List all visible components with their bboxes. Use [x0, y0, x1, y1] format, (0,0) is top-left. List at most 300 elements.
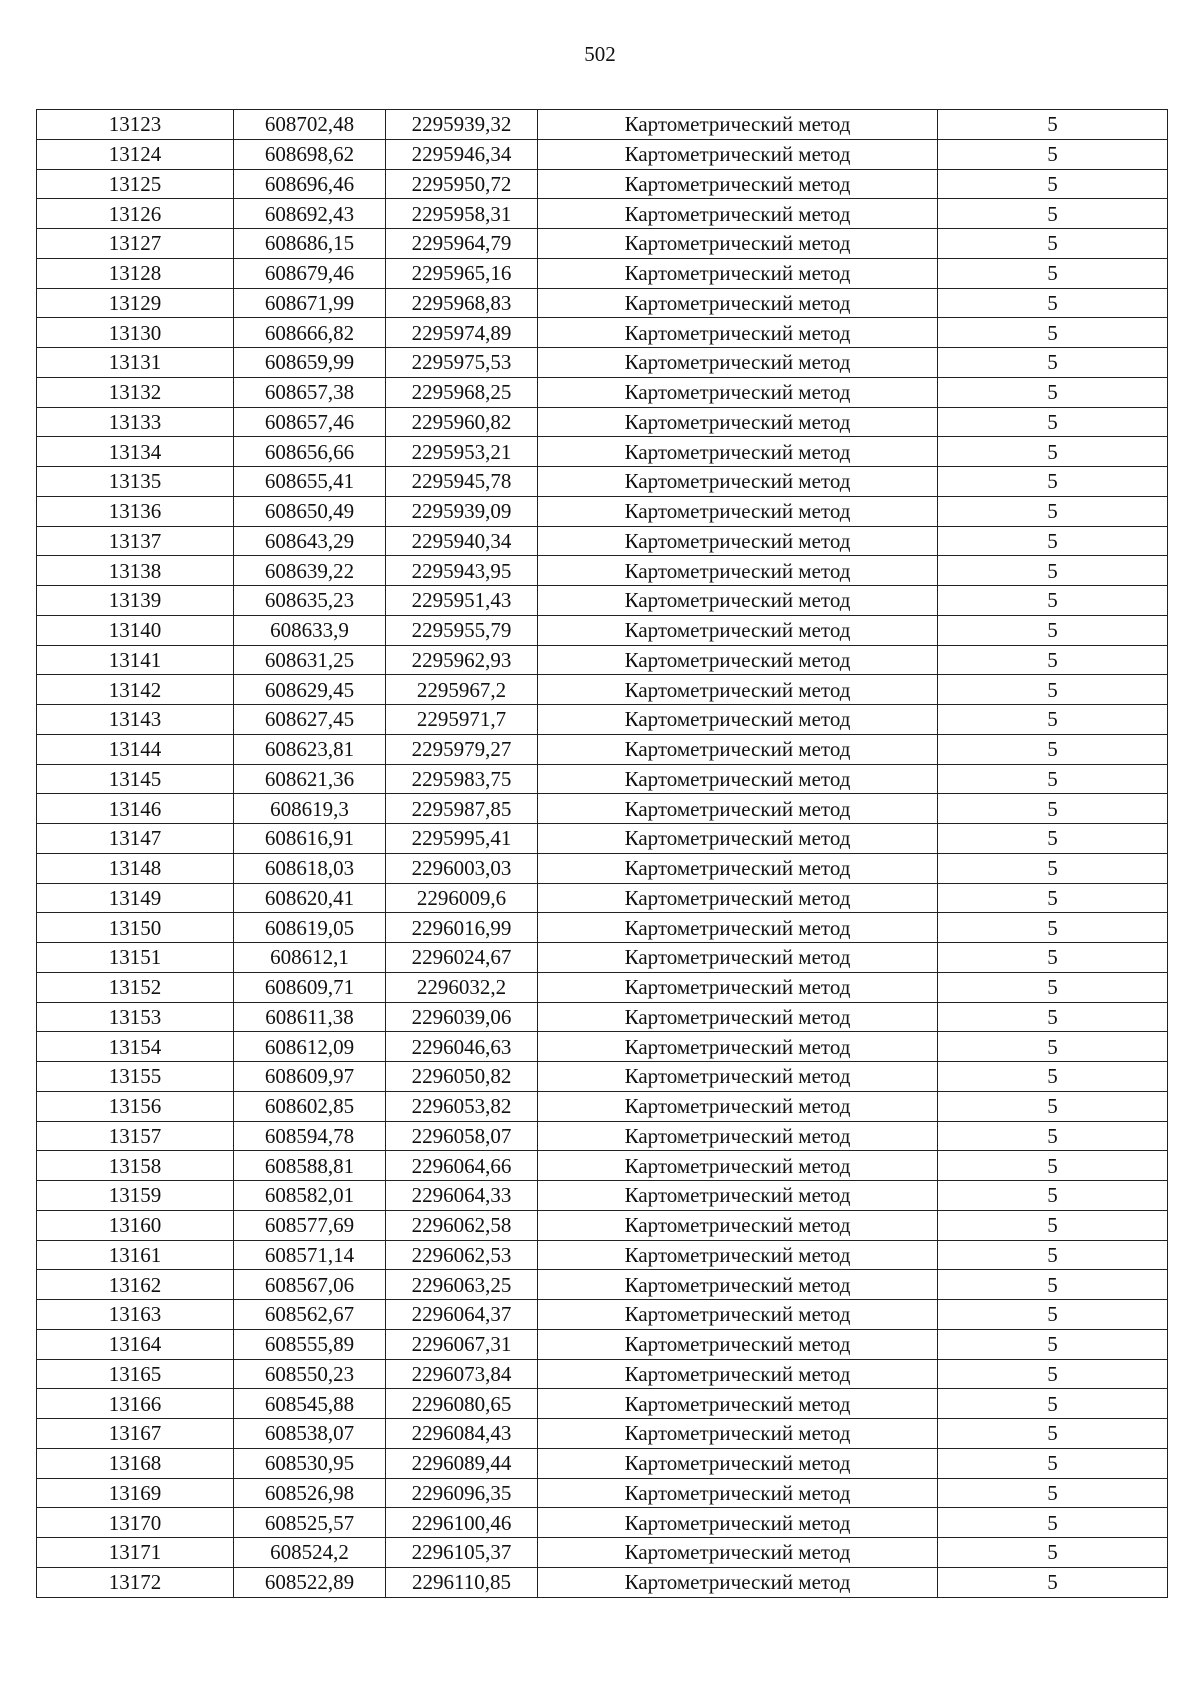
accuracy-cell: 5: [938, 705, 1168, 735]
y-coordinate-cell: 2295983,75: [386, 764, 538, 794]
x-coordinate-cell: 608530,95: [234, 1448, 386, 1478]
table-row: [37, 1181, 1168, 1211]
y-coordinate-cell: 2295971,7: [386, 705, 538, 735]
point-number-cell: 13142: [37, 675, 234, 705]
method-cell: Картометрический метод: [538, 1448, 938, 1478]
accuracy-cell: 5: [938, 794, 1168, 824]
method-cell: Картометрический метод: [538, 1270, 938, 1300]
table-row: [37, 348, 1168, 378]
y-coordinate-cell: 2295995,41: [386, 824, 538, 854]
x-coordinate-cell: 608655,41: [234, 467, 386, 497]
accuracy-cell: 5: [938, 615, 1168, 645]
accuracy-cell: 5: [938, 1181, 1168, 1211]
accuracy-cell: 5: [938, 407, 1168, 437]
y-coordinate-cell: 2295965,16: [386, 258, 538, 288]
x-coordinate-cell: 608567,06: [234, 1270, 386, 1300]
y-coordinate-cell: 2296064,37: [386, 1300, 538, 1330]
x-coordinate-cell: 608657,46: [234, 407, 386, 437]
x-coordinate-cell: 608609,71: [234, 972, 386, 1002]
x-coordinate-cell: 608620,41: [234, 883, 386, 913]
accuracy-cell: 5: [938, 734, 1168, 764]
table-row: [37, 764, 1168, 794]
point-number-cell: 13140: [37, 615, 234, 645]
x-coordinate-cell: 608538,07: [234, 1419, 386, 1449]
accuracy-cell: 5: [938, 526, 1168, 556]
y-coordinate-cell: 2296050,82: [386, 1062, 538, 1092]
accuracy-cell: 5: [938, 764, 1168, 794]
accuracy-cell: 5: [938, 556, 1168, 586]
accuracy-cell: 5: [938, 913, 1168, 943]
method-cell: Картометрический метод: [538, 437, 938, 467]
accuracy-cell: 5: [938, 972, 1168, 1002]
y-coordinate-cell: 2296062,53: [386, 1240, 538, 1270]
method-cell: Картометрический метод: [538, 794, 938, 824]
accuracy-cell: 5: [938, 437, 1168, 467]
point-number-cell: 13158: [37, 1151, 234, 1181]
x-coordinate-cell: 608633,9: [234, 615, 386, 645]
table-row: [37, 467, 1168, 497]
y-coordinate-cell: 2296062,58: [386, 1210, 538, 1240]
point-number-cell: 13145: [37, 764, 234, 794]
method-cell: Картометрический метод: [538, 1240, 938, 1270]
accuracy-cell: 5: [938, 1448, 1168, 1478]
table-row: [37, 1567, 1168, 1597]
y-coordinate-cell: 2295939,09: [386, 496, 538, 526]
x-coordinate-cell: 608609,97: [234, 1062, 386, 1092]
accuracy-cell: 5: [938, 1567, 1168, 1597]
method-cell: Картометрический метод: [538, 1002, 938, 1032]
y-coordinate-cell: 2296063,25: [386, 1270, 538, 1300]
x-coordinate-cell: 608686,15: [234, 229, 386, 259]
method-cell: Картометрический метод: [538, 496, 938, 526]
point-number-cell: 13167: [37, 1419, 234, 1449]
table-row: [37, 1240, 1168, 1270]
point-number-cell: 13131: [37, 348, 234, 378]
y-coordinate-cell: 2295960,82: [386, 407, 538, 437]
method-cell: Картометрический метод: [538, 1567, 938, 1597]
y-coordinate-cell: 2296053,82: [386, 1091, 538, 1121]
point-number-cell: 13129: [37, 288, 234, 318]
x-coordinate-cell: 608618,03: [234, 853, 386, 883]
method-cell: Картометрический метод: [538, 615, 938, 645]
y-coordinate-cell: 2295958,31: [386, 199, 538, 229]
x-coordinate-cell: 608666,82: [234, 318, 386, 348]
method-cell: Картометрический метод: [538, 1121, 938, 1151]
x-coordinate-cell: 608562,67: [234, 1300, 386, 1330]
table-row: [37, 110, 1168, 140]
accuracy-cell: 5: [938, 1329, 1168, 1359]
y-coordinate-cell: 2295987,85: [386, 794, 538, 824]
point-number-cell: 13165: [37, 1359, 234, 1389]
table-row: [37, 377, 1168, 407]
x-coordinate-cell: 608550,23: [234, 1359, 386, 1389]
accuracy-cell: 5: [938, 1091, 1168, 1121]
method-cell: Картометрический метод: [538, 556, 938, 586]
accuracy-cell: 5: [938, 318, 1168, 348]
table-row: [37, 1151, 1168, 1181]
table-row: [37, 705, 1168, 735]
point-number-cell: 13133: [37, 407, 234, 437]
point-number-cell: 13151: [37, 943, 234, 973]
table-row: [37, 288, 1168, 318]
method-cell: Картометрический метод: [538, 110, 938, 140]
x-coordinate-cell: 608659,99: [234, 348, 386, 378]
accuracy-cell: 5: [938, 139, 1168, 169]
method-cell: Картометрический метод: [538, 586, 938, 616]
x-coordinate-cell: 608619,05: [234, 913, 386, 943]
accuracy-cell: 5: [938, 853, 1168, 883]
accuracy-cell: 5: [938, 824, 1168, 854]
point-number-cell: 13126: [37, 199, 234, 229]
method-cell: Картометрический метод: [538, 853, 938, 883]
x-coordinate-cell: 608643,29: [234, 526, 386, 556]
table-row: [37, 913, 1168, 943]
method-cell: Картометрический метод: [538, 1300, 938, 1330]
x-coordinate-cell: 608650,49: [234, 496, 386, 526]
y-coordinate-cell: 2296016,99: [386, 913, 538, 943]
method-cell: Картометрический метод: [538, 318, 938, 348]
table-row: [37, 645, 1168, 675]
method-cell: Картометрический метод: [538, 883, 938, 913]
method-cell: Картометрический метод: [538, 1151, 938, 1181]
point-number-cell: 13172: [37, 1567, 234, 1597]
table-row: [37, 1210, 1168, 1240]
y-coordinate-cell: 2296064,33: [386, 1181, 538, 1211]
y-coordinate-cell: 2295968,83: [386, 288, 538, 318]
method-cell: Картометрический метод: [538, 377, 938, 407]
x-coordinate-cell: 608571,14: [234, 1240, 386, 1270]
table-row: [37, 1062, 1168, 1092]
x-coordinate-cell: 608623,81: [234, 734, 386, 764]
method-cell: Картометрический метод: [538, 824, 938, 854]
point-number-cell: 13170: [37, 1508, 234, 1538]
table-row: [37, 556, 1168, 586]
accuracy-cell: 5: [938, 1300, 1168, 1330]
table-row: [37, 1478, 1168, 1508]
accuracy-cell: 5: [938, 496, 1168, 526]
method-cell: Картометрический метод: [538, 407, 938, 437]
y-coordinate-cell: 2295953,21: [386, 437, 538, 467]
point-number-cell: 13156: [37, 1091, 234, 1121]
point-number-cell: 13148: [37, 853, 234, 883]
point-number-cell: 13157: [37, 1121, 234, 1151]
table-row: [37, 139, 1168, 169]
method-cell: Картометрический метод: [538, 913, 938, 943]
method-cell: Картометрический метод: [538, 1419, 938, 1449]
point-number-cell: 13155: [37, 1062, 234, 1092]
y-coordinate-cell: 2296096,35: [386, 1478, 538, 1508]
point-number-cell: 13153: [37, 1002, 234, 1032]
table-row: [37, 734, 1168, 764]
y-coordinate-cell: 2296084,43: [386, 1419, 538, 1449]
method-cell: Картометрический метод: [538, 764, 938, 794]
table-row: [37, 1419, 1168, 1449]
coordinates-table-body: [37, 110, 1168, 1598]
table-row: [37, 824, 1168, 854]
y-coordinate-cell: 2295946,34: [386, 139, 538, 169]
accuracy-cell: 5: [938, 199, 1168, 229]
y-coordinate-cell: 2296067,31: [386, 1329, 538, 1359]
x-coordinate-cell: 608692,43: [234, 199, 386, 229]
point-number-cell: 13166: [37, 1389, 234, 1419]
table-row: [37, 586, 1168, 616]
method-cell: Картометрический метод: [538, 199, 938, 229]
y-coordinate-cell: 2296080,65: [386, 1389, 538, 1419]
method-cell: Картометрический метод: [538, 1478, 938, 1508]
point-number-cell: 13123: [37, 110, 234, 140]
accuracy-cell: 5: [938, 1270, 1168, 1300]
y-coordinate-cell: 2296003,03: [386, 853, 538, 883]
x-coordinate-cell: 608612,1: [234, 943, 386, 973]
method-cell: Картометрический метод: [538, 1538, 938, 1568]
table-row: [37, 496, 1168, 526]
x-coordinate-cell: 608522,89: [234, 1567, 386, 1597]
accuracy-cell: 5: [938, 586, 1168, 616]
table-row: [37, 258, 1168, 288]
y-coordinate-cell: 2295964,79: [386, 229, 538, 259]
accuracy-cell: 5: [938, 675, 1168, 705]
method-cell: Картометрический метод: [538, 1062, 938, 1092]
x-coordinate-cell: 608629,45: [234, 675, 386, 705]
point-number-cell: 13163: [37, 1300, 234, 1330]
point-number-cell: 13134: [37, 437, 234, 467]
method-cell: Картометрический метод: [538, 734, 938, 764]
table-row: [37, 1448, 1168, 1478]
accuracy-cell: 5: [938, 1478, 1168, 1508]
x-coordinate-cell: 608545,88: [234, 1389, 386, 1419]
table-row: [37, 675, 1168, 705]
table-row: [37, 229, 1168, 259]
table-row: [37, 883, 1168, 913]
x-coordinate-cell: 608627,45: [234, 705, 386, 735]
x-coordinate-cell: 608594,78: [234, 1121, 386, 1151]
accuracy-cell: 5: [938, 1419, 1168, 1449]
table-row: [37, 437, 1168, 467]
table-row: [37, 1508, 1168, 1538]
table-row: [37, 1091, 1168, 1121]
y-coordinate-cell: 2295950,72: [386, 169, 538, 199]
x-coordinate-cell: 608616,91: [234, 824, 386, 854]
x-coordinate-cell: 608619,3: [234, 794, 386, 824]
y-coordinate-cell: 2296046,63: [386, 1032, 538, 1062]
point-number-cell: 13160: [37, 1210, 234, 1240]
y-coordinate-cell: 2295974,89: [386, 318, 538, 348]
point-number-cell: 13136: [37, 496, 234, 526]
method-cell: Картометрический метод: [538, 1329, 938, 1359]
table-row: [37, 526, 1168, 556]
point-number-cell: 13143: [37, 705, 234, 735]
x-coordinate-cell: 608582,01: [234, 1181, 386, 1211]
table-row: [37, 1270, 1168, 1300]
method-cell: Картометрический метод: [538, 229, 938, 259]
point-number-cell: 13164: [37, 1329, 234, 1359]
method-cell: Картометрический метод: [538, 526, 938, 556]
coordinates-table: [36, 109, 1168, 1598]
point-number-cell: 13168: [37, 1448, 234, 1478]
accuracy-cell: 5: [938, 943, 1168, 973]
table-row: [37, 407, 1168, 437]
accuracy-cell: 5: [938, 169, 1168, 199]
table-row: [37, 794, 1168, 824]
method-cell: Картометрический метод: [538, 943, 938, 973]
accuracy-cell: 5: [938, 467, 1168, 497]
table-row: [37, 853, 1168, 883]
point-number-cell: 13147: [37, 824, 234, 854]
accuracy-cell: 5: [938, 258, 1168, 288]
point-number-cell: 13125: [37, 169, 234, 199]
x-coordinate-cell: 608526,98: [234, 1478, 386, 1508]
method-cell: Картометрический метод: [538, 348, 938, 378]
y-coordinate-cell: 2296058,07: [386, 1121, 538, 1151]
point-number-cell: 13138: [37, 556, 234, 586]
accuracy-cell: 5: [938, 883, 1168, 913]
point-number-cell: 13141: [37, 645, 234, 675]
x-coordinate-cell: 608621,36: [234, 764, 386, 794]
accuracy-cell: 5: [938, 1210, 1168, 1240]
x-coordinate-cell: 608611,38: [234, 1002, 386, 1032]
point-number-cell: 13149: [37, 883, 234, 913]
y-coordinate-cell: 2295943,95: [386, 556, 538, 586]
method-cell: Картометрический метод: [538, 288, 938, 318]
y-coordinate-cell: 2296039,06: [386, 1002, 538, 1032]
accuracy-cell: 5: [938, 1508, 1168, 1538]
x-coordinate-cell: 608656,66: [234, 437, 386, 467]
accuracy-cell: 5: [938, 110, 1168, 140]
point-number-cell: 13171: [37, 1538, 234, 1568]
point-number-cell: 13152: [37, 972, 234, 1002]
y-coordinate-cell: 2295979,27: [386, 734, 538, 764]
table-row: [37, 1329, 1168, 1359]
point-number-cell: 13169: [37, 1478, 234, 1508]
method-cell: Картометрический метод: [538, 467, 938, 497]
accuracy-cell: 5: [938, 1032, 1168, 1062]
method-cell: Картометрический метод: [538, 1091, 938, 1121]
method-cell: Картометрический метод: [538, 1181, 938, 1211]
x-coordinate-cell: 608577,69: [234, 1210, 386, 1240]
y-coordinate-cell: 2295951,43: [386, 586, 538, 616]
y-coordinate-cell: 2296073,84: [386, 1359, 538, 1389]
point-number-cell: 13128: [37, 258, 234, 288]
accuracy-cell: 5: [938, 1062, 1168, 1092]
point-number-cell: 13135: [37, 467, 234, 497]
point-number-cell: 13150: [37, 913, 234, 943]
method-cell: Картометрический метод: [538, 705, 938, 735]
x-coordinate-cell: 608696,46: [234, 169, 386, 199]
point-number-cell: 13127: [37, 229, 234, 259]
x-coordinate-cell: 608635,23: [234, 586, 386, 616]
y-coordinate-cell: 2295945,78: [386, 467, 538, 497]
y-coordinate-cell: 2295962,93: [386, 645, 538, 675]
y-coordinate-cell: 2296064,66: [386, 1151, 538, 1181]
point-number-cell: 13139: [37, 586, 234, 616]
table-row: [37, 615, 1168, 645]
table-row: [37, 1300, 1168, 1330]
table-row: [37, 972, 1168, 1002]
x-coordinate-cell: 608702,48: [234, 110, 386, 140]
x-coordinate-cell: 608602,85: [234, 1091, 386, 1121]
method-cell: Картометрический метод: [538, 1032, 938, 1062]
point-number-cell: 13130: [37, 318, 234, 348]
y-coordinate-cell: 2295940,34: [386, 526, 538, 556]
y-coordinate-cell: 2296032,2: [386, 972, 538, 1002]
table-row: [37, 1389, 1168, 1419]
x-coordinate-cell: 608639,22: [234, 556, 386, 586]
y-coordinate-cell: 2295975,53: [386, 348, 538, 378]
table-row: [37, 1359, 1168, 1389]
accuracy-cell: 5: [938, 1002, 1168, 1032]
y-coordinate-cell: 2295939,32: [386, 110, 538, 140]
method-cell: Картометрический метод: [538, 675, 938, 705]
table-row: [37, 1121, 1168, 1151]
table-row: [37, 199, 1168, 229]
accuracy-cell: 5: [938, 1359, 1168, 1389]
accuracy-cell: 5: [938, 348, 1168, 378]
y-coordinate-cell: 2295968,25: [386, 377, 538, 407]
accuracy-cell: 5: [938, 229, 1168, 259]
method-cell: Картометрический метод: [538, 972, 938, 1002]
method-cell: Картометрический метод: [538, 1508, 938, 1538]
x-coordinate-cell: 608612,09: [234, 1032, 386, 1062]
accuracy-cell: 5: [938, 1389, 1168, 1419]
point-number-cell: 13146: [37, 794, 234, 824]
table-row: [37, 1032, 1168, 1062]
y-coordinate-cell: 2296089,44: [386, 1448, 538, 1478]
x-coordinate-cell: 608631,25: [234, 645, 386, 675]
y-coordinate-cell: 2296009,6: [386, 883, 538, 913]
method-cell: Картометрический метод: [538, 1210, 938, 1240]
point-number-cell: 13137: [37, 526, 234, 556]
page-number: 502: [584, 42, 616, 66]
y-coordinate-cell: 2295955,79: [386, 615, 538, 645]
point-number-cell: 13159: [37, 1181, 234, 1211]
table-row: [37, 943, 1168, 973]
accuracy-cell: 5: [938, 1240, 1168, 1270]
point-number-cell: 13161: [37, 1240, 234, 1270]
accuracy-cell: 5: [938, 1538, 1168, 1568]
y-coordinate-cell: 2296110,85: [386, 1567, 538, 1597]
method-cell: Картометрический метод: [538, 139, 938, 169]
accuracy-cell: 5: [938, 377, 1168, 407]
x-coordinate-cell: 608657,38: [234, 377, 386, 407]
accuracy-cell: 5: [938, 1151, 1168, 1181]
method-cell: Картометрический метод: [538, 1389, 938, 1419]
x-coordinate-cell: 608698,62: [234, 139, 386, 169]
y-coordinate-cell: 2296100,46: [386, 1508, 538, 1538]
point-number-cell: 13162: [37, 1270, 234, 1300]
y-coordinate-cell: 2296105,37: [386, 1538, 538, 1568]
x-coordinate-cell: 608525,57: [234, 1508, 386, 1538]
point-number-cell: 13154: [37, 1032, 234, 1062]
accuracy-cell: 5: [938, 1121, 1168, 1151]
point-number-cell: 13132: [37, 377, 234, 407]
point-number-cell: 13124: [37, 139, 234, 169]
x-coordinate-cell: 608588,81: [234, 1151, 386, 1181]
x-coordinate-cell: 608679,46: [234, 258, 386, 288]
accuracy-cell: 5: [938, 288, 1168, 318]
table-row: [37, 318, 1168, 348]
x-coordinate-cell: 608524,2: [234, 1538, 386, 1568]
method-cell: Картометрический метод: [538, 645, 938, 675]
point-number-cell: 13144: [37, 734, 234, 764]
method-cell: Картометрический метод: [538, 169, 938, 199]
accuracy-cell: 5: [938, 645, 1168, 675]
y-coordinate-cell: 2295967,2: [386, 675, 538, 705]
x-coordinate-cell: 608555,89: [234, 1329, 386, 1359]
table-row: [37, 169, 1168, 199]
table-row: [37, 1002, 1168, 1032]
x-coordinate-cell: 608671,99: [234, 288, 386, 318]
method-cell: Картометрический метод: [538, 258, 938, 288]
